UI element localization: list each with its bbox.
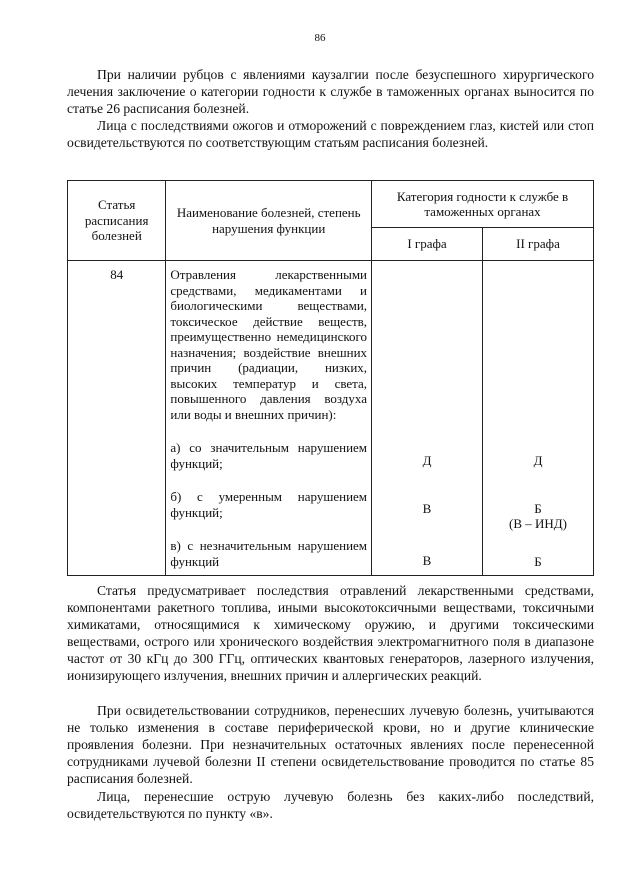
item-c-column-1: В [422, 553, 432, 568]
header-column-2: II графа [483, 228, 594, 261]
item-a-column-2: Д [533, 453, 543, 468]
item-b-column-1: В [422, 500, 432, 516]
table-header-row [68, 181, 594, 228]
item-c-column-2: Б [534, 553, 542, 569]
item-a-column-1: Д [422, 453, 432, 468]
item-b-label: б) с умеренным нарушением функций; [170, 489, 368, 520]
column-1-values [372, 261, 483, 576]
header-column-1: I графа [372, 228, 483, 261]
page-number: 86 [314, 32, 326, 44]
description-text: Отравления лекарственными средствами, медикаментами и биологическими веществами, токсическое действие веществ, преимущественно немедицинского назначения; воздействие внешних причин (радиации, низких, высоких температур и света, повышенного давления воздуха или воды и внешних причин): [170, 267, 368, 422]
intro-paragraph-2: Лица с последствиями ожогов и отморожений с повреждением глаз, кистей или стоп освидетельствуются по соответствующим статьям расписания болезней. [67, 118, 594, 150]
outro-paragraph-2: При освидетельствовании сотрудников, перенесших лучевую болезнь, учитываются не только изменения в составе периферической крови, но и другие клинические проявления болезни. При незначительных остаточных явлениях после перенесенной сотрудниками лучевой болезни II степени освидетельствование проводится по статье 85 расписания болезней. [67, 703, 594, 786]
column-2-values [483, 261, 594, 576]
item-b-column-2-note: (В – ИНД) [509, 516, 567, 531]
header-category: Категория годности к службе в таможенных органах [372, 181, 594, 228]
article-number: 84 [68, 261, 166, 576]
item-b-column-2: Б [534, 500, 542, 516]
header-article: Статья расписания болезней [68, 181, 166, 261]
outro-paragraph-1: Статья предусматривает последствия отравлений лекарственными средствами, компонентами ракетного топлива, иными высокотоксичными веществами, токсичными химикатами, относящимися к химическому оружию, и другими токсическими веществами, острого или хронического воздействия электромагнитного поля в диапазоне частот от 30 кГц до 300 ГГц, оптических квантовых генераторов, лазерного излучения, ионизирующего излучения, внешних причин и аллергических реакций. [67, 583, 594, 683]
disease-description [166, 261, 372, 576]
intro-paragraph-1: При наличии рубцов с явлениями каузалгии после безуспешного хирургического лечения заключение о категории годности к службе в таможенных органах выносится по статье 26 расписания болезней. [67, 67, 594, 116]
item-c-label: в) с незначительным нарушением функций [170, 538, 368, 569]
diseases-table [67, 180, 594, 576]
outro-paragraph-3: Лица, перенесшие острую лучевую болезнь без каких-либо последствий, освидетельствуются по пункту «в». [67, 789, 594, 821]
item-a-label: а) со значительным нарушением функций; [170, 440, 368, 471]
table-row [68, 261, 594, 576]
header-disease-name: Наименование болезней, степень нарушения функции [166, 181, 372, 261]
